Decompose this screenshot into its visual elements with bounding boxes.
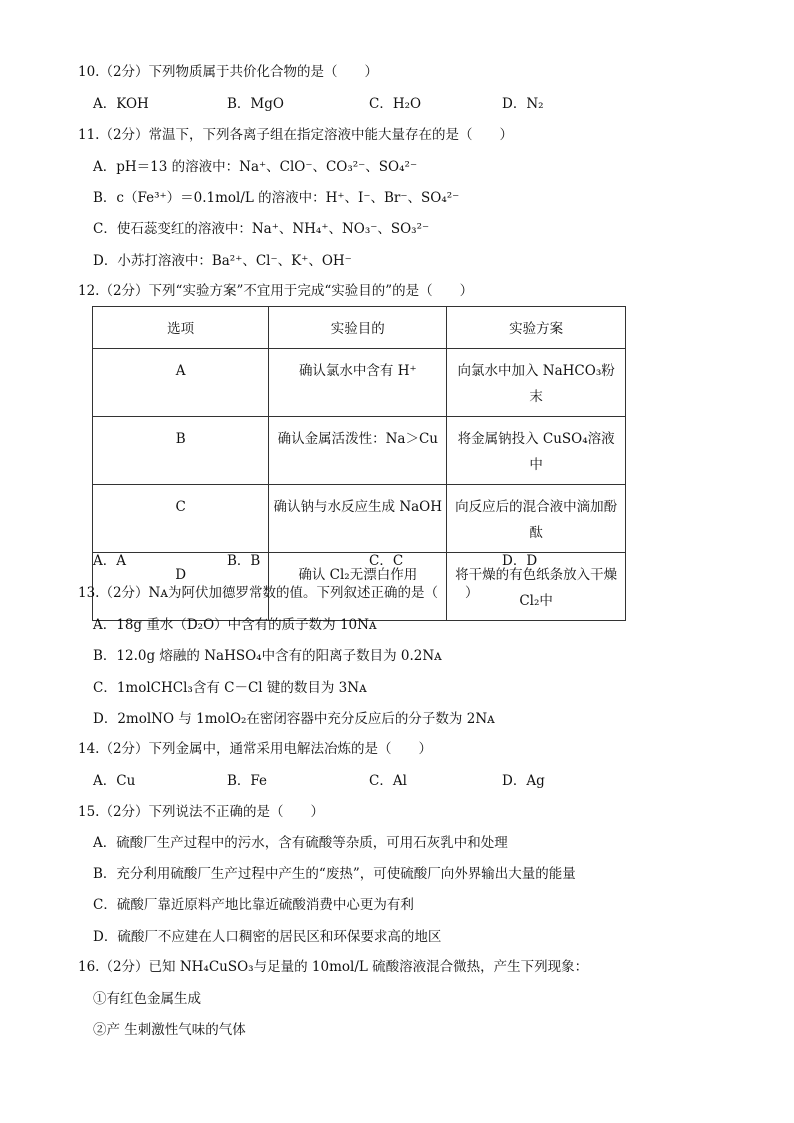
- table-header-row: [93, 307, 626, 349]
- q15-option-b: B．充分利用硫酸厂生产过程中产生的“废热”，可使硫酸厂向外界输出大量的能量: [93, 866, 576, 882]
- table-cell: A: [93, 349, 269, 417]
- q12-option-b: B．B: [227, 553, 261, 569]
- q12-option-d: D．D: [502, 553, 538, 569]
- table-cell: 确认金属活泼性：Na＞Cu: [269, 417, 447, 485]
- table-header-cell: 实验目的: [269, 307, 447, 349]
- q13-option-b: B．12.0g 熔融的 NaHSO₄中含有的阳离子数目为 0.2Nᴀ: [93, 648, 442, 664]
- table-cell: 向反应后的混合液中滴加酚酞: [447, 485, 626, 553]
- q10-stem: 10.（2分）下列物质属于共价化合物的是（ ）: [78, 64, 379, 80]
- q13-option-d: D．2molNO 与 1molO₂在密闭容器中充分反应后的分子数为 2Nᴀ: [93, 711, 495, 727]
- table-cell: 将金属钠投入 CuSO₄溶液中: [447, 417, 626, 485]
- q11-option-a: A．pH＝13 的溶液中：Na⁺、ClO⁻、CO₃²⁻、SO₄²⁻: [93, 159, 418, 175]
- table-cell: 确认 Cl₂无漂白作用: [269, 553, 447, 621]
- table-cell: 确认氯水中含有 H⁺: [269, 349, 447, 417]
- q11-option-c: C．使石蕊变红的溶液中：Na⁺、NH₄⁺、NO₃⁻、SO₃²⁻: [93, 221, 430, 237]
- table-cell: D: [93, 553, 269, 621]
- table-header-cell: 实验方案: [447, 307, 626, 349]
- q11-stem: 11.（2分）常温下，下列各离子组在指定溶液中能大量存在的是（ ）: [78, 127, 514, 143]
- experiment-table: [92, 306, 626, 621]
- q11-option-d: D．小苏打溶液中：Ba²⁺、Cl⁻、K⁺、OH⁻: [93, 253, 352, 269]
- q12-option-c: C．C: [369, 553, 404, 569]
- q15-option-a: A．硫酸厂生产过程中的污水，含有硫酸等杂质，可用石灰乳中和处理: [93, 835, 508, 851]
- table-row: [93, 349, 626, 417]
- table-header-cell: 选项: [93, 307, 269, 349]
- q15-stem: 15.（2分）下列说法不正确的是（ ）: [78, 804, 325, 820]
- q13-option-c: C．1molCHCl₃含有 C－Cl 键的数目为 3Nᴀ: [93, 680, 367, 696]
- table-cell: 向氯水中加入 NaHCO₃粉末: [447, 349, 626, 417]
- q11-option-b: B．c（Fe³⁺）＝0.1mol/L 的溶液中：H⁺、I⁻、Br⁻、SO₄²⁻: [93, 190, 460, 206]
- q12-option-a: A．A: [93, 553, 126, 569]
- q15-option-c: C．硫酸厂靠近原料产地比靠近硫酸消费中心更为有利: [93, 897, 414, 913]
- table-row: [93, 485, 626, 553]
- q16-item-2: ②产 生刺激性气味的气体: [93, 1022, 246, 1038]
- q14-option-d: D．Ag: [502, 773, 545, 789]
- q14-option-c: C．Al: [369, 773, 407, 789]
- q16-item-1: ①有红色金属生成: [93, 991, 201, 1007]
- q14-option-b: B．Fe: [227, 773, 268, 789]
- q14-option-a: A．Cu: [93, 773, 136, 789]
- table-cell: C: [93, 485, 269, 553]
- table-cell: 确认钠与水反应生成 NaOH: [269, 485, 447, 553]
- table-cell: 将干燥的有色纸条放入干燥 Cl₂中: [447, 553, 626, 621]
- q10-option-d: D．N₂: [502, 96, 544, 112]
- q10-option-a: A．KOH: [93, 96, 149, 112]
- table-cell: B: [93, 417, 269, 485]
- table-row: [93, 417, 626, 485]
- q10-option-c: C．H₂O: [369, 96, 422, 112]
- q15-option-d: D．硫酸厂不应建在人口稠密的居民区和环保要求高的地区: [93, 929, 442, 945]
- q14-stem: 14.（2分）下列金属中，通常采用电解法冶炼的是（ ）: [78, 741, 433, 757]
- q13-option-a: A．18g 重水（D₂O）中含有的质子数为 10Nᴀ: [93, 617, 377, 633]
- q12-stem: 12.（2分）下列“实验方案”不宜用于完成“实验目的”的是（ ）: [78, 283, 474, 299]
- q13-stem: 13.（2分）Nᴀ为阿伏加德罗常数的值。下列叙述正确的是（ ）: [78, 585, 479, 601]
- q10-option-b: B．MgO: [227, 96, 284, 112]
- q16-stem: 16.（2分）已知 NH₄CuSO₃与足量的 10mol/L 硫酸溶液混合微热，产生下列现象：: [78, 959, 589, 975]
